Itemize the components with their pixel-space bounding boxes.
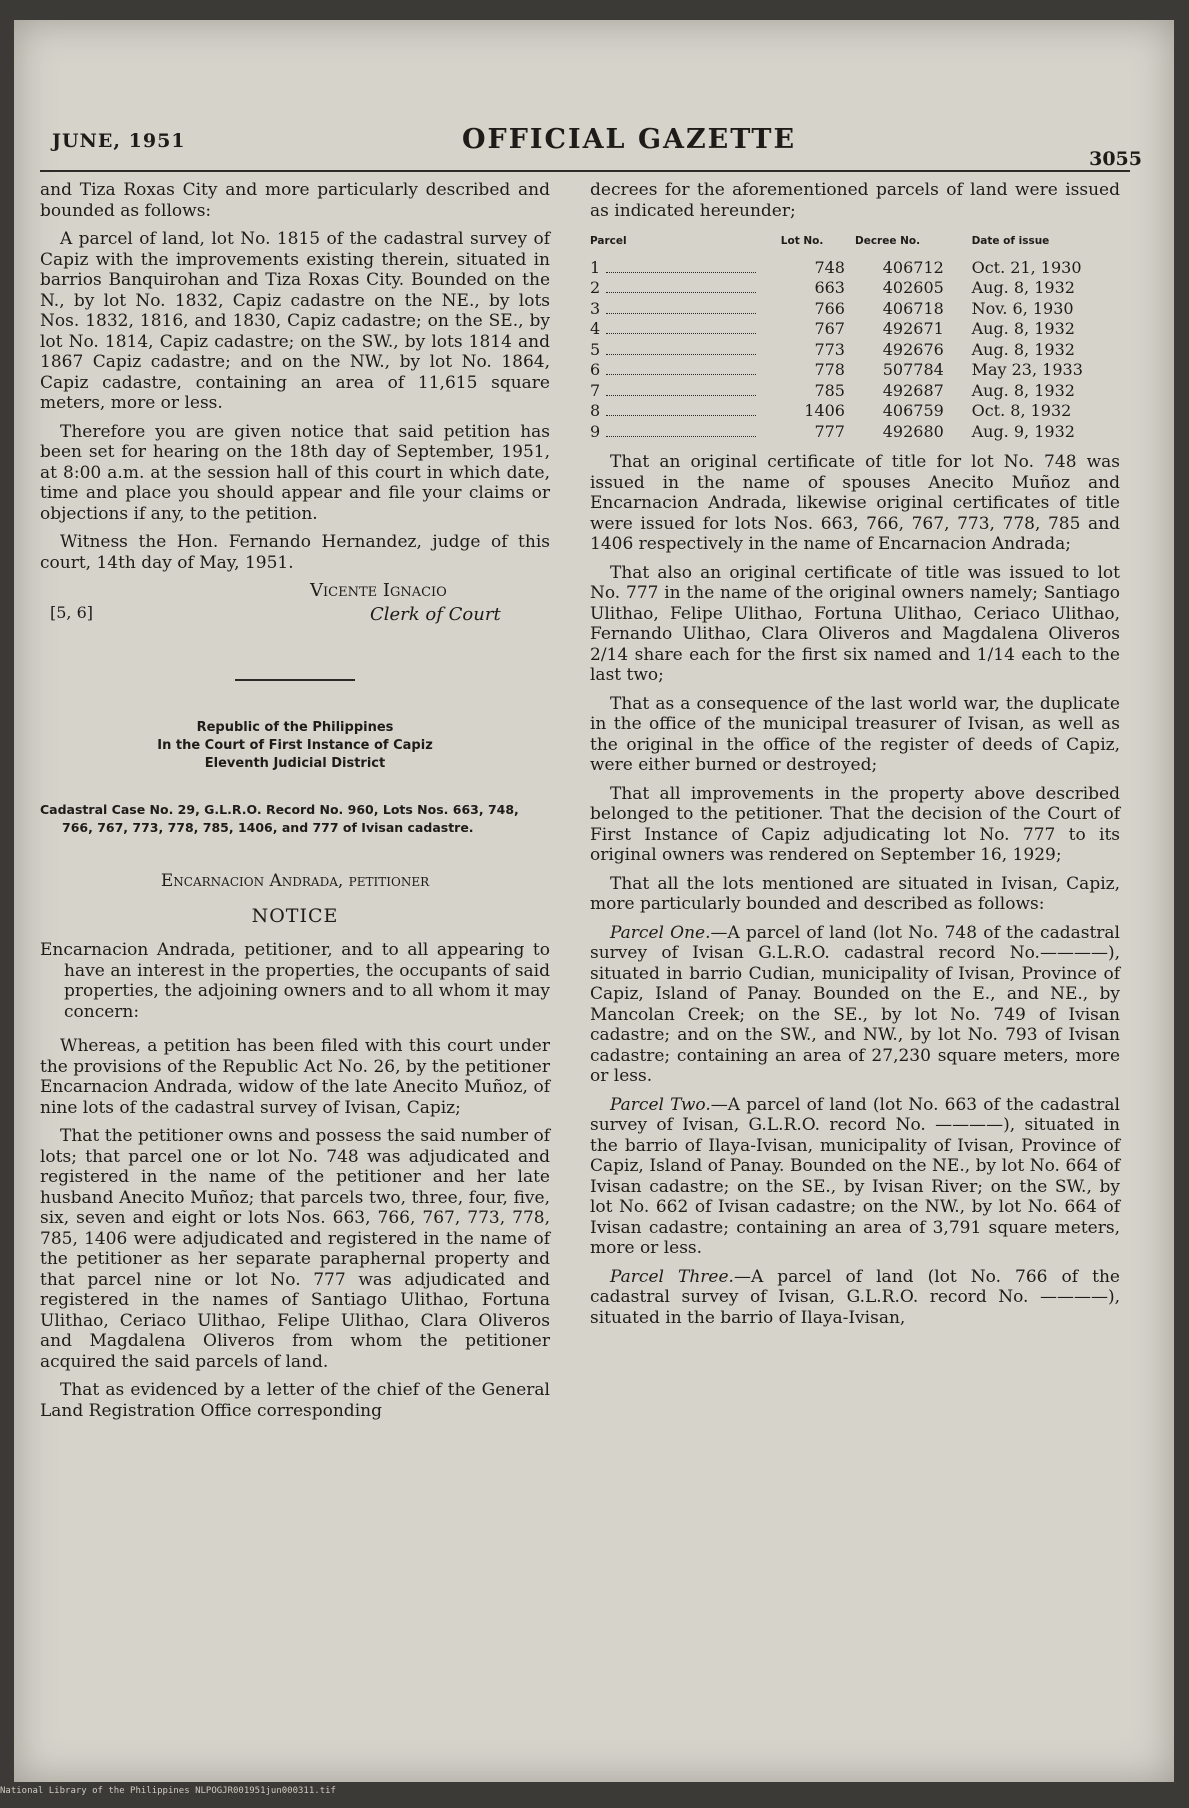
court-line: Republic of the Philippines (196, 720, 394, 735)
issue-date: JUNE, 1951 (52, 130, 186, 152)
date-cell: May 23, 1933 (971, 360, 1083, 379)
right-column (590, 180, 1120, 1336)
lot-cell: 777 (814, 421, 845, 441)
date-cell: Oct. 8, 1932 (971, 401, 1072, 420)
date-cell: Aug. 8, 1932 (971, 278, 1075, 297)
issue-reference: [5, 6] (50, 603, 94, 622)
leader-dots (606, 333, 756, 334)
paragraph: That as a consequence of the last world war, the duplicate in the office of the municipal treasurer of Ivisan, as well as the original in the office of the register of deeds of Capiz, were either burned or destroyed; (590, 693, 1120, 775)
paragraph: and Tiza Roxas City and more particularly described and bounded as follows: (40, 180, 550, 221)
col-header-date: Date of issue (971, 235, 1050, 247)
signer-name: Vicente Ignacio (310, 580, 447, 601)
paragraph: That an original certificate of title for lot No. 748 was issued in the name of spouses Anecito Muñoz and Encarnacion Andrada, likewise original certificates of title were issued for lots Nos. 663, 766, 767, 773, 778, 785 and 1406 respectively in the name of Encarnacion Andrada; (590, 452, 1120, 554)
date-cell: Aug. 8, 1932 (971, 339, 1075, 359)
date-cell: Aug. 8, 1932 (971, 380, 1075, 400)
date-cell: Nov. 6, 1930 (971, 298, 1074, 318)
parcel-cell: 4 (590, 319, 601, 338)
date-cell: Aug. 9, 1932 (971, 421, 1075, 441)
paragraph: Whereas, a petition has been filed with this court under the provisions of the Republic Act No. 26, by the petitioner Encarnacion Andrada, widow of the late Anecito Muñoz, of nine lots of the cadastral survey of Ivisan, Capiz; (40, 1036, 550, 1118)
paragraph: decrees for the aforementioned parcels of land were issued as indicated hereunder; (590, 180, 1120, 221)
table-row (590, 299, 1120, 320)
parcel-label: Parcel One. (610, 922, 711, 943)
table-row (590, 258, 1120, 279)
lot-cell: 663 (814, 278, 845, 297)
section-divider (235, 679, 355, 681)
table-row (590, 278, 1120, 299)
parcel-cell: 3 (590, 298, 601, 318)
parcel-cell: 6 (590, 360, 601, 379)
paragraph: Witness the Hon. Fernando Hernandez, judge of this court, 14th day of May, 1951. (40, 532, 550, 573)
paragraph: A parcel of land, lot No. 1815 of the cadastral survey of Capiz with the improvements existing therein, situated in barrios Banquirohan and Tiza Roxas City. Bounded on the N., by lot No. 1832, Capiz cadastre on the NE., by lots Nos. 1832, 1816, and 1830, Capiz cadastre; on the SE., by lot No. 1814, Capiz cadastre; on the SW., by lots 1814 and 1867 Capiz cadastre; and on the NW., by lot No. 1864, Capiz cadastre, containing an area of 11,615 square meters, more or less. (40, 229, 550, 413)
decree-table (590, 229, 1120, 442)
case-caption: Cadastral Case No. 29, G.L.R.O. Record No. 960, Lots Nos. 663, 748, 766, 767, 773, 778, 785, 1406, and 777 of Ivisan cadastre. (40, 802, 519, 835)
decree-cell: 402605 (882, 278, 944, 297)
table-row (590, 422, 1120, 443)
parcel-text: —A parcel of land (lot No. 663 of the cadastral survey of Ivisan, G.L.R.O. record No. ————), situated in the barrio of Ilaya-Ivisan, municipality of Ivisan, Province of Capiz, Island of Panay. Bounded on the NE., by lot No. 664 of Ivisan cadastre; on the SE., by Ivisan River; on the SW., by lot No. 662 of Ivisan cadastre; on the NW., by lot No. 664 of Ivisan cadastre; containing an area of 3,791 square meters, more or less. (590, 1094, 1120, 1258)
court-line: In the Court of First Instance of Capiz (157, 738, 433, 753)
leader-dots (606, 395, 756, 396)
table-row (590, 360, 1120, 381)
paragraph: That all improvements in the property above described belonged to the petitioner. That the decision of the Court of First Instance of Capiz adjudicating lot No. 777 to its original owners was rendered on September 16, 1929; (590, 783, 1120, 865)
signature-block (40, 581, 550, 639)
leader-dots (606, 313, 756, 314)
decree-cell: 492687 (882, 380, 944, 400)
notice-address: Encarnacion Andrada, petitioner, and to all appearing to have an interest in the properties, the occupants of said properties, the adjoining owners and to all whom it may concern: (40, 940, 550, 1022)
lot-cell: 767 (814, 319, 845, 338)
leader-dots (606, 415, 756, 416)
parcel-label: Parcel Two. (610, 1094, 711, 1115)
decree-cell: 507784 (882, 360, 944, 379)
paragraph: That also an original certificate of title was issued to lot No. 777 in the name of the original owners namely; Santiago Ulithao, Felipe Ulithao, Fortuna Ulithao, Ceriaco Ulithao, Fernando Ulithao, Clara Oliveros and Magdalena Oliveros 2/14 share each for the first six named and 1/14 each to the last two; (590, 562, 1120, 685)
parcel-cell: 5 (590, 339, 601, 359)
page-number: 3055 (1089, 148, 1142, 170)
decree-cell: 492676 (882, 339, 944, 359)
signer-title: Clerk of Court (370, 604, 501, 625)
leader-dots (606, 292, 756, 293)
leader-dots (606, 374, 756, 375)
decree-cell: 406712 (882, 257, 944, 277)
col-header-lot: Lot No. (780, 235, 824, 247)
col-header-decree: Decree No. (854, 235, 921, 247)
lot-cell: 1406 (804, 401, 845, 420)
table-row (590, 319, 1120, 340)
leader-dots (606, 354, 756, 355)
parcel-cell: 7 (590, 380, 601, 400)
publication-title: OFFICIAL GAZETTE (462, 124, 797, 155)
parcel-description (590, 1095, 1120, 1259)
parcel-cell: 8 (590, 401, 601, 420)
paragraph: Therefore you are given notice that said petition has been set for hearing on the 18th day of September, 1951, at 8:00 a.m. at the session hall of this court in which date, time and place you should appear and file your claims or objections if any, to the petition. (40, 421, 550, 524)
table-row (590, 401, 1120, 422)
decree-cell: 492680 (882, 421, 944, 441)
scan-footer: National Library of the Philippines NLPOGJR001951jun000311.tif (0, 1786, 336, 1796)
table-row (590, 381, 1120, 402)
lot-cell: 748 (814, 257, 845, 277)
lot-cell: 778 (814, 360, 845, 379)
col-header-parcel: Parcel (590, 235, 627, 247)
lot-cell: 766 (814, 298, 845, 318)
decree-cell: 406718 (882, 298, 944, 318)
header-rule (40, 170, 1130, 172)
parcel-description (590, 1267, 1120, 1329)
table-header-row (590, 229, 1120, 258)
page-header (42, 116, 1142, 176)
parcel-label: Parcel Three. (610, 1266, 734, 1287)
table-row (590, 340, 1120, 361)
decree-cell: 406759 (882, 401, 944, 420)
petitioner-line: Encarnacion Andrada, petitioner (160, 871, 430, 891)
parcel-text: —A parcel of land (lot No. 766 of the cadastral survey of Ivisan, G.L.R.O. record No. ————), situated in the barrio of Ilaya-Ivisan, (590, 1266, 1120, 1328)
parcel-cell: 2 (590, 278, 601, 297)
parcel-text: —A parcel of land (lot No. 748 of the cadastral survey of Ivisan G.L.R.O. cadastral record No.————), situated in barrio Cudian, municipality of Ivisan, Province of Capiz, Island of Panay. Bounded on the E., and NE., by Mancolan Creek; on the SE., by lot No. 749 of Ivisan cadastre; and on the SW., and NW., by lot No. 793 of Ivisan cadastre; containing an area of 27,230 square meters, more or less. (590, 922, 1120, 1086)
court-line: Eleventh Judicial District (204, 756, 386, 771)
paragraph: That all the lots mentioned are situated in Ivisan, Capiz, more particularly bounded and described as follows: (590, 873, 1120, 914)
parcel-cell: 1 (590, 257, 601, 277)
lot-cell: 773 (814, 339, 845, 359)
court-heading (40, 719, 550, 773)
parcel-cell: 9 (590, 421, 601, 441)
left-column (40, 180, 550, 1429)
date-cell: Aug. 8, 1932 (971, 319, 1075, 338)
leader-dots (606, 436, 756, 437)
parcel-description (590, 923, 1120, 1087)
lot-cell: 785 (814, 380, 845, 400)
leader-dots (606, 272, 756, 273)
date-cell: Oct. 21, 1930 (971, 257, 1082, 277)
notice-heading: NOTICE (251, 904, 339, 927)
paragraph: That as evidenced by a letter of the chief of the General Land Registration Office corresponding (40, 1380, 550, 1421)
paragraph: That the petitioner owns and possess the said number of lots; that parcel one or lot No. 748 was adjudicated and registered in the name of the petitioner and her late husband Anecito Muñoz; that parcels two, three, four, five, six, seven and eight or lots Nos. 663, 766, 767, 773, 778, 785, 1406 were adjudicated and registered in the name of the petitioner as her separate paraphernal property and that parcel nine or lot No. 777 was adjudicated and registered in the names of Santiago Ulithao, Fortuna Ulithao, Ceriaco Ulithao, Felipe Ulithao, Clara Oliveros and Magdalena Oliveros from whom the petitioner acquired the said parcels of land. (40, 1126, 550, 1372)
decree-cell: 492671 (882, 319, 944, 338)
